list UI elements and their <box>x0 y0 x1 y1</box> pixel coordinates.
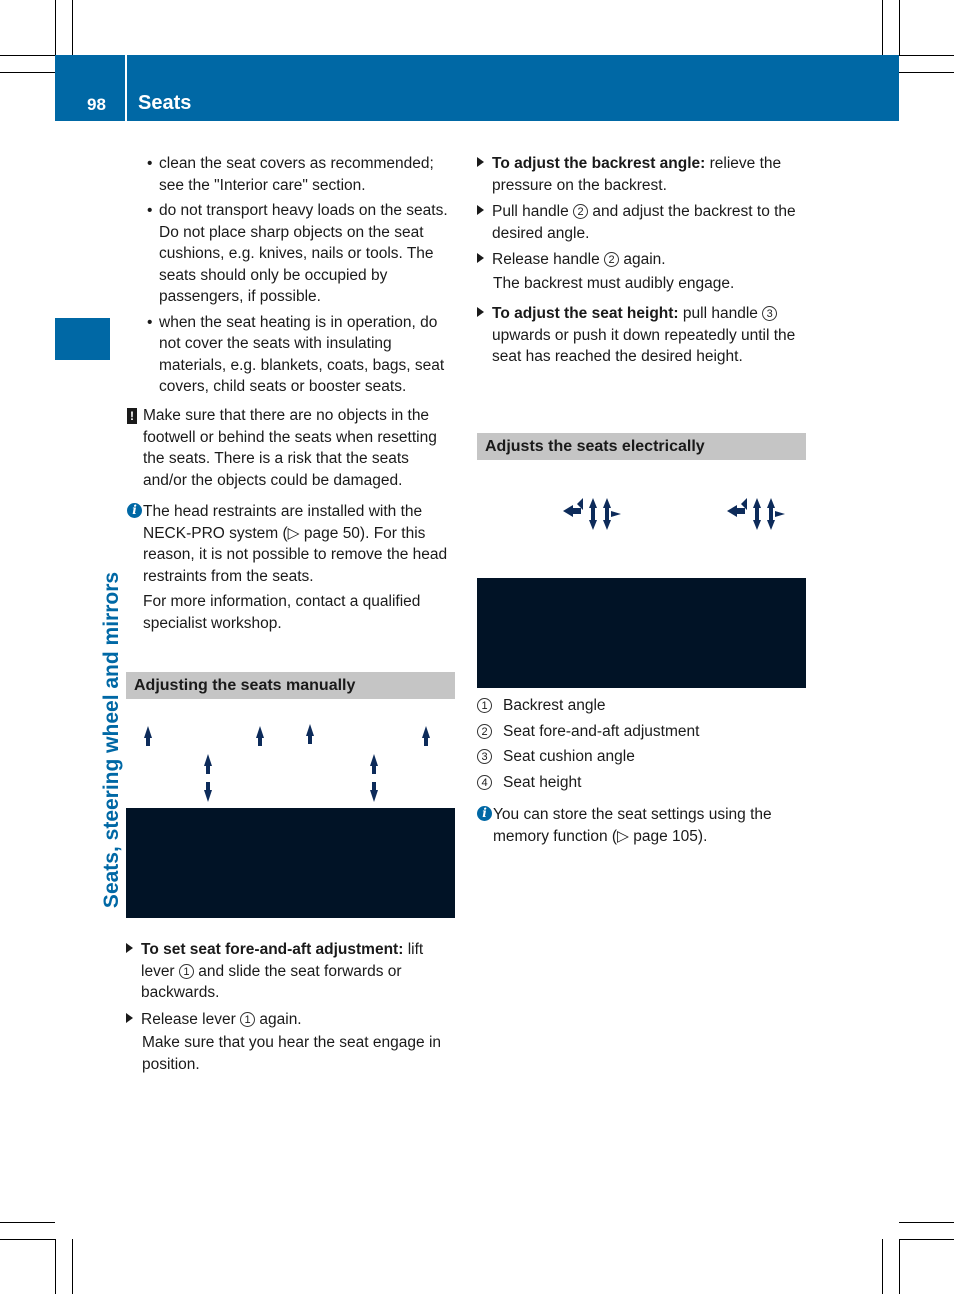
callout-number: 1 <box>240 1012 255 1027</box>
bullet-text: when the seat heating is in operation, do not cover the seats with insulating materials, e.g. blankets, coats, bags, seat covers, child seats or booster seats. <box>159 313 445 395</box>
info-icon: i <box>127 503 142 518</box>
crop-mark <box>899 0 900 55</box>
list-item: • do not transport heavy loads on the seats. Do not place sharp objects on the seat cushions, e.g. knives, nails or tools. The seats should only be occupied by passengers, if possible. <box>147 202 448 305</box>
manual-seat-illustration <box>126 708 455 818</box>
page-header <box>55 55 899 121</box>
list-item: • when the seat heating is in operation, do not cover the seats with insulating materials, e.g. blankets, coats, bags, seat covers, child seats or booster seats. <box>147 313 445 395</box>
electric-section <box>477 433 806 688</box>
bullet-text: do not transport heavy loads on the seats. Do not place sharp objects on the seat cushions, e.g. knives, nails or tools. The seats should only be occupied by passengers, if possible. <box>159 202 448 305</box>
step-item <box>477 201 808 244</box>
legend-label: Seat cushion angle <box>503 748 635 765</box>
warning-text: Make sure that there are no objects in the footwell or behind the seats when resetting the seats. There is a risk that the seats and/or the objects could be damaged. <box>143 407 437 489</box>
warning-note <box>127 405 456 491</box>
arrow-icon <box>589 514 597 530</box>
crop-mark <box>55 1239 56 1294</box>
step-text: again. <box>255 1010 302 1028</box>
crop-mark <box>882 1239 883 1294</box>
crop-mark <box>899 72 954 73</box>
step-title: To set seat fore-and-aft adjustment: <box>141 941 404 958</box>
info-note <box>127 501 456 587</box>
crop-mark <box>55 0 56 55</box>
step-arrow-icon <box>477 157 484 167</box>
bullet-text: clean the seat covers as recommended; see the "Interior care" section. <box>159 155 434 194</box>
arrow-icon <box>767 498 775 514</box>
legend-label: Seat fore-and-aft adjustment <box>503 722 700 740</box>
callout-number: 2 <box>604 252 619 267</box>
crop-mark <box>0 72 55 73</box>
electric-seat-illustration <box>477 468 806 578</box>
step-text: Pull handle <box>492 203 574 220</box>
arrow-icon <box>144 726 152 746</box>
step-note: The backrest must audibly engage. <box>493 274 735 292</box>
step-item <box>126 939 456 1004</box>
arrow-icon <box>422 726 430 746</box>
arrow-icon <box>753 514 761 530</box>
arrow-icon <box>767 514 775 530</box>
step-item <box>477 303 808 368</box>
arrow-icon <box>589 498 597 514</box>
arrow-icon <box>306 724 314 744</box>
arrow-icon <box>775 511 785 517</box>
callout-number: 1 <box>477 698 492 713</box>
section-title: Seats <box>138 92 192 114</box>
step-arrow-icon <box>477 307 484 317</box>
manual-section <box>126 672 455 918</box>
electric-seat-figure <box>477 468 806 688</box>
crop-mark <box>899 1222 954 1223</box>
legend <box>477 695 808 857</box>
list-item: • clean the seat covers as recommended; see the "Interior care" section. <box>147 155 434 194</box>
step-text: Release lever <box>141 1010 241 1028</box>
legend-item <box>477 695 808 717</box>
chapter-label: Seats, steering wheel and mirrors <box>100 571 123 909</box>
callout-number: 3 <box>762 306 777 321</box>
step-item <box>477 153 808 196</box>
crop-mark <box>0 1239 55 1240</box>
step-item <box>126 1009 456 1031</box>
step-text: relieve the pressure on the backrest. <box>492 155 782 194</box>
step-text: and adjust the backrest to the desired angle. <box>492 203 796 242</box>
step-title: To adjust the seat height: <box>492 305 679 322</box>
crop-mark <box>899 1239 954 1240</box>
crop-mark <box>72 1239 73 1294</box>
arrow-icon <box>753 498 761 514</box>
step-text: upwards or push it down repeatedly until the seat has reached the desired height. <box>492 326 796 365</box>
legend-item <box>477 746 808 768</box>
callout-number: 3 <box>477 749 492 764</box>
crop-mark <box>0 55 55 56</box>
crop-mark <box>0 1222 55 1223</box>
section-heading-manual: Adjusting the seats manually <box>126 672 455 699</box>
callout-number: 1 <box>179 964 194 979</box>
right-column <box>477 153 808 373</box>
manual-seat-figure <box>126 708 455 918</box>
arrow-icon <box>204 754 212 774</box>
step-arrow-icon <box>477 205 484 215</box>
arrow-icon <box>727 505 745 517</box>
step-item <box>477 249 808 271</box>
crop-mark <box>899 1239 900 1294</box>
arrow-icon <box>611 511 621 517</box>
left-notes <box>127 405 456 634</box>
step-arrow-icon <box>126 1013 133 1023</box>
callout-number: 4 <box>477 775 492 790</box>
figure-dark-area <box>477 578 806 688</box>
info-note <box>477 804 808 847</box>
crop-mark <box>72 0 73 55</box>
info-text: The head restraints are installed with the NECK-PRO system (▷ page 50). For this reason, it is not possible to remove the head restraints from the seats. <box>143 503 448 585</box>
header-divider <box>125 55 127 121</box>
step-text: again. <box>619 251 666 268</box>
manual-steps <box>126 939 456 1075</box>
legend-item <box>477 721 808 743</box>
crop-mark <box>882 0 883 55</box>
info-icon: i <box>477 806 492 821</box>
arrow-icon <box>603 514 611 530</box>
legend-label: Backrest angle <box>503 697 606 714</box>
arrow-icon <box>370 782 378 802</box>
step-text: and slide the seat forwards or backwards. <box>141 962 402 1001</box>
arrow-icon <box>256 726 264 746</box>
arrow-icon <box>563 505 581 517</box>
callout-number: 2 <box>573 204 588 219</box>
step-arrow-icon <box>477 253 484 263</box>
chapter-tab <box>55 318 110 360</box>
callout-number: 2 <box>477 724 492 739</box>
legend-item <box>477 772 808 794</box>
step-text: Release handle <box>492 251 605 268</box>
step-note: Make sure that you hear the seat engage in position. <box>142 1034 442 1073</box>
info-text: You can store the seat settings using the memory function (▷ page 105). <box>493 806 772 845</box>
info-text-extra: For more information, contact a qualified specialist workshop. <box>143 593 421 632</box>
arrow-icon <box>603 498 611 514</box>
section-heading-electric: Adjusts the seats electrically <box>477 433 806 460</box>
warning-icon: ! <box>127 408 137 424</box>
arrow-icon <box>204 782 212 802</box>
arrow-icon <box>370 754 378 774</box>
step-text: pull handle <box>678 305 763 322</box>
step-text: lift lever <box>141 941 424 980</box>
legend-label: Seat height <box>503 773 582 791</box>
step-arrow-icon <box>126 943 133 953</box>
crop-mark <box>899 55 954 56</box>
figure-dark-area <box>126 808 455 918</box>
page-number: 98 <box>87 95 106 114</box>
step-title: To adjust the backrest angle: <box>492 155 706 172</box>
left-column <box>147 153 456 402</box>
